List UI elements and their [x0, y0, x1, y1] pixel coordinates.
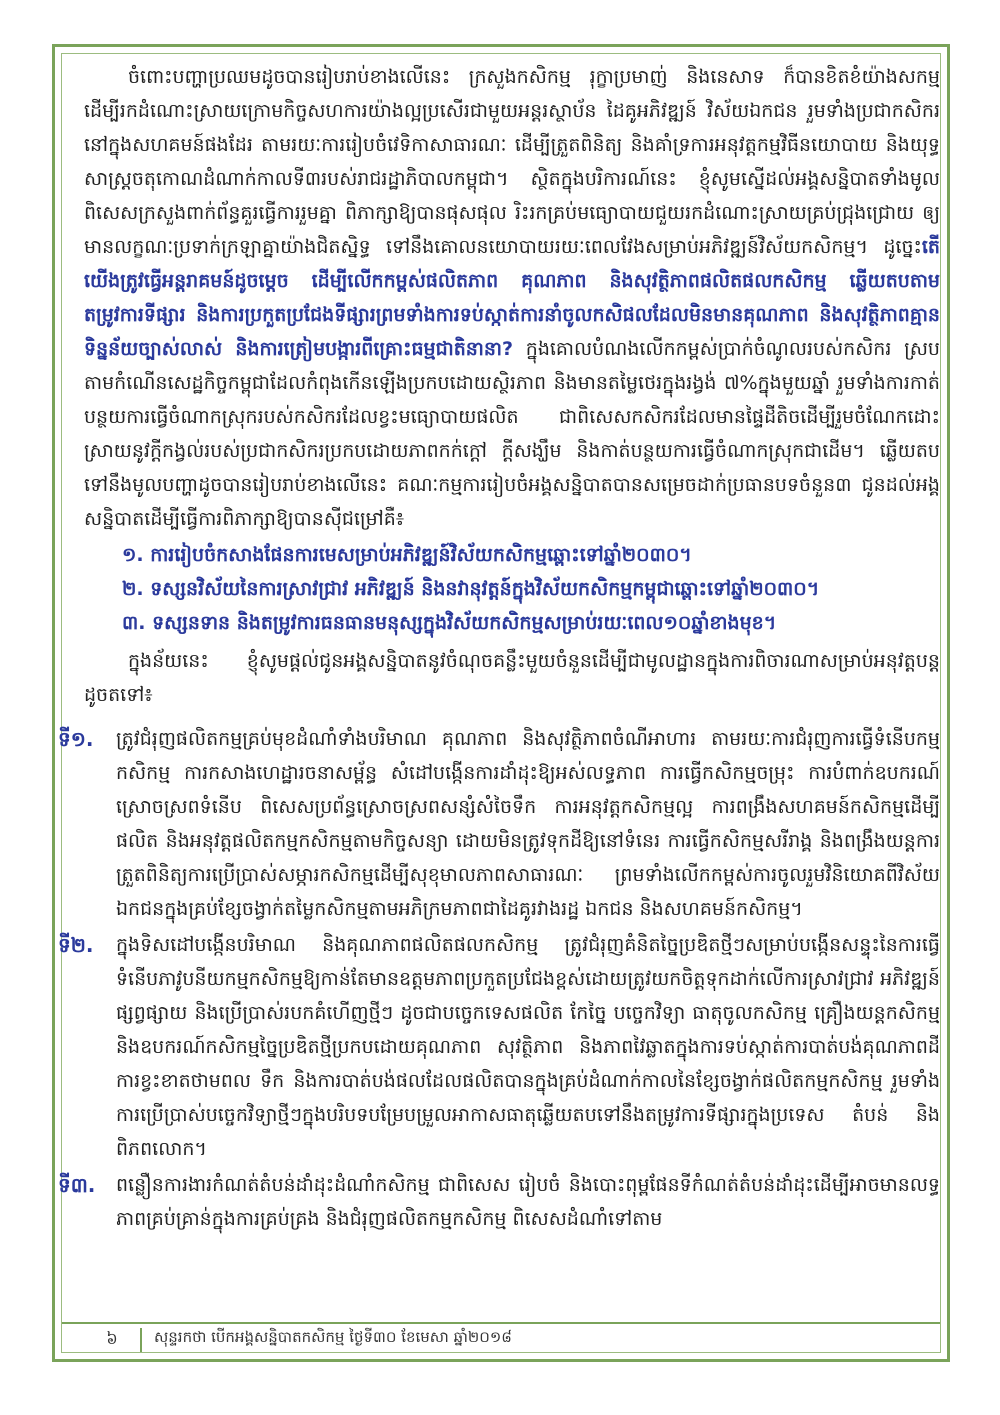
- key-point-text: ត្រូវជំរុញផលិតកម្មគ្រប់មុខដំណាំទាំងបរិមាណ គុណភាព និងសុវត្ថិភាពចំណីអាហារ តាមរយៈការជំរុញការធ្វើទំនើបកម្មកសិកម្ម ការកសាងហេដ្ឋារចនាសម្ព័ន្ធ សំដៅបង្កើនការដាំដុះឱ្យអស់លទ្ធភាព ការធ្វើកសិកម្មចម្រុះ ការបំពាក់ឧបករណ៍ស្រោចស្រពទំនើប ពិសេសប្រព័ន្ធស្រោចស្រពសន្សំសំចៃទឹក ការអនុវត្តកសិកម្មល្អ ការពង្រឹងសហគមន៍កសិកម្មដើម្បីផលិត និងអនុវត្តផលិតកម្មកសិកម្មតាមកិច្ចសន្យា ដោយមិនត្រូវទុកដីឱ្យនៅទំនេរ ការធ្វើកសិកម្មសរីរាង្គ និងពង្រឹងយន្តការត្រួតពិនិត្យការប្រើប្រាស់សម្ភារកសិកម្មដើម្បីសុខុមាលភាពសាធារណៈ ព្រមទាំងលើកកម្ពស់ការចូលរួមវិនិយោគពីវិស័យឯកជនក្នុងគ្រប់ខ្សែចង្វាក់តម្លៃកសិកម្មតាមអភិក្រមភាពជាដៃគូរវាងរដ្ឋ ឯកជន និងសហគមន៍កសិកម្ម។: [116, 728, 940, 920]
- key-question: តើយើងត្រូវធ្វើអន្តរាគមន៍ដូចម្តេច ដើម្បីលើកកម្ពស់ផលិតភាព គុណភាព និងសុវត្ថិភាពផលិតផលកសិកម្ម ឆ្លើយតបតាមតម្រូវការទីផ្សារ និងការប្រកួតប្រជែងទីផ្សារព្រមទាំងការទប់ស្កាត់ការនាំចូលកសិផលដែលមិនមានគុណភាព និងសុវត្ថិភាពគ្មានទិន្នន័យច្បាស់លាស់ និងការត្រៀមបង្ការពីគ្រោះធម្មជាតិនានា?: [84, 236, 940, 360]
- key-point-number: ទី៣.: [58, 1173, 96, 1197]
- key-point-number: ទី១.: [58, 727, 94, 751]
- key-point-number: ទី២.: [58, 933, 94, 957]
- key-point-2: [58, 928, 940, 1166]
- key-point-text: ពន្លឿនការងារកំណត់តំបន់ដាំដុះដំណាំកសិកម្ម ជាពិសេស រៀបចំ និងបោះពុម្ពផែនទីកំណត់តំបន់ដាំដុះដើម្បីអាចមានលទ្ធភាពគ្រប់គ្រាន់ក្នុងការគ្រប់គ្រង និងជំរុញផលិតកម្មកសិកម្ម ពិសេសដំណាំទៅតាម: [116, 1174, 940, 1230]
- intro-paragraph: [84, 60, 940, 536]
- topic-item: ២. ទស្សនវិស័យនៃការស្រាវជ្រាវ អភិវឌ្ឍន៍ និងនវានុវត្តន៍ក្នុងវិស័យកសិកម្មកម្ពុជាឆ្ពោះទៅឆ្នាំ២០៣០។: [122, 578, 820, 600]
- page-footer: [62, 1322, 940, 1354]
- intro-text-1: ចំពោះបញ្ហាប្រឈមដូចបានរៀបរាប់ខាងលើនេះ ក្រសួងកសិកម្ម រុក្ខាប្រមាញ់ និងនេសាទ ក៏បានខិតខំយ៉ាងសកម្មដើម្បីរកដំណោះស្រាយក្រោមកិច្ចសហការយ៉ាងល្អប្រសើរជាមួយអន្តរស្ថាប័ន ដៃគូអភិវឌ្ឍន៍ វិស័យឯកជន រួមទាំងប្រជាកសិករនៅក្នុងសហគមន៍ផងដែរ តាមរយៈការរៀបចំវេទិកាសាធារណៈ ដើម្បីត្រួតពិនិត្យ និងគាំទ្រការអនុវត្តកម្មវិធីនយោបាយ និងយុទ្ធសាស្ត្រចតុកោណដំណាក់កាលទី៣របស់រាជរដ្ឋាភិបាលកម្ពុជា។ ស្ថិតក្នុងបរិការណ៍នេះ ខ្ញុំសូមស្នើដល់អង្គសន្និបាតទាំងមូល ពិសេសក្រសួងពាក់ព័ន្ធគួរធ្វើការរួមគ្នា ពិភាក្សាឱ្យបានផុសផុល រិះរកគ្រប់មធ្យោបាយជួយរកដំណោះស្រាយគ្រប់ជ្រុងជ្រោយ ឲ្យមានលក្ខណៈប្រទាក់ក្រឡាគ្នាយ៉ាងជិតស្និទ្ធ ទៅនឹងគោលនយោបាយរយៈពេលវែងសម្រាប់អភិវឌ្ឍន៍វិស័យកសិកម្ម។ ដូច្នេះ: [84, 66, 940, 258]
- topic-item: ៣. ទស្សនទាន និងតម្រូវការធនធានមនុស្សក្នុងវិស័យកសិកម្មសម្រាប់រយៈពេល១០ឆ្នាំខាងមុខ។: [122, 612, 777, 634]
- key-points: [58, 722, 940, 1236]
- lead-in-paragraph: ក្នុងន័យនេះ ខ្ញុំសូមផ្តល់ជូនអង្គសន្និបាតនូវចំណុចគន្លឹះមួយចំនួនដើម្បីជាមូលដ្ឋានក្នុងការពិចារណាសម្រាប់អនុវត្តបន្តដូចតទៅ៖: [84, 650, 940, 706]
- footer-divider: [140, 1328, 142, 1352]
- key-point-1: [58, 722, 940, 926]
- key-point-text: ក្នុងទិសដៅបង្កើនបរិមាណ និងគុណភាពផលិតផលកសិកម្ម ត្រូវជំរុញគំនិតច្នៃប្រឌិតថ្មីៗសម្រាប់បង្កើនសន្ទុះនៃការធ្វើទំនើបភាវូបនីយកម្មកសិកម្មឱ្យកាន់តែមានឧត្តមភាពប្រកួតប្រជែងខ្ពស់ដោយត្រូវយកចិត្តទុកដាក់លើការស្រាវជ្រាវ អភិវឌ្ឍន៍ ផ្សព្វផ្សាយ និងប្រើប្រាស់របកគំហើញថ្មីៗ ដូចជាបច្ចេកទេសផលិត កែច្នៃ បច្ចេកវិទ្យា ធាតុចូលកសិកម្ម គ្រឿងយន្តកសិកម្ម និងឧបករណ៍កសិកម្មច្នៃប្រឌិតថ្មីប្រកបដោយគុណភាព សុវត្ថិភាព និងភាពវៃឆ្លាតក្នុងការទប់ស្កាត់ការបាត់បង់គុណភាពដី ការខ្វះខាតថាមពល ទឹក និងការបាត់បង់ផលដែលផលិតបានក្នុងគ្រប់ដំណាក់កាលនៃខ្សែចង្វាក់ផលិតកម្មកសិកម្ម រួមទាំងការប្រើប្រាស់បច្ចេកវិទ្យាថ្មីៗក្នុងបរិបទបម្រែបម្រួលអាកាសធាតុឆ្លើយតបទៅនឹងតម្រូវការទីផ្សារក្នុងប្រទេស តំបន់ និងពិភពលោក។: [116, 934, 940, 1160]
- page-number: ៦: [106, 1329, 118, 1348]
- topic-list: [84, 538, 940, 640]
- intro-text-2: ក្នុងគោលបំណងលើកកម្ពស់ប្រាក់ចំណូលរបស់កសិករ ស្របតាមកំណើនសេដ្ឋកិច្ចកម្ពុជាដែលកំពុងកើនឡើងប្រកបដោយស្ថិរភាព និងមានតម្លៃថេរក្នុងរង្វង់ ៧%ក្នុងមួយឆ្នាំ រួមទាំងការកាត់បន្ថយការធ្វើចំណាកស្រុករបស់កសិករដែលខ្វះមធ្យោបាយផលិត ជាពិសេសកសិករដែលមានផ្ទៃដីតិចដើម្បីរួមចំណែកដោះស្រាយនូវក្តីកង្វល់របស់ប្រជាកសិករប្រកបដោយភាពកក់ក្តៅ ក្តីសង្ឃឹម និងកាត់បន្ថយការធ្វើចំណាកស្រុកជាដើម។ ឆ្លើយតបទៅនឹងមូលបញ្ហាដូចបានរៀបរាប់ខាងលើនេះ គណៈកម្មការរៀបចំអង្គសន្និបាតបានសម្រេចដាក់ប្រធានបទចំនួន៣ ជូនដល់អង្គសន្និបាតដើម្បីធ្វើការពិភាក្សាឱ្យបានស៊ីជម្រៅគឺ៖: [84, 338, 940, 530]
- key-point-3: [58, 1168, 940, 1236]
- topic-item: ១. ការរៀបចំកសាងផែនការមេសម្រាប់អភិវឌ្ឍន៍វិស័យកសិកម្មឆ្ពោះទៅឆ្នាំ២០៣០។: [122, 544, 692, 566]
- footer-caption: សុន្ទរកថា បើកអង្គសន្និបាតកសិកម្ម ថ្ងៃទី៣០ ខែមេសា ឆ្នាំ២០១៨: [154, 1328, 512, 1346]
- document-body: [58, 60, 940, 1238]
